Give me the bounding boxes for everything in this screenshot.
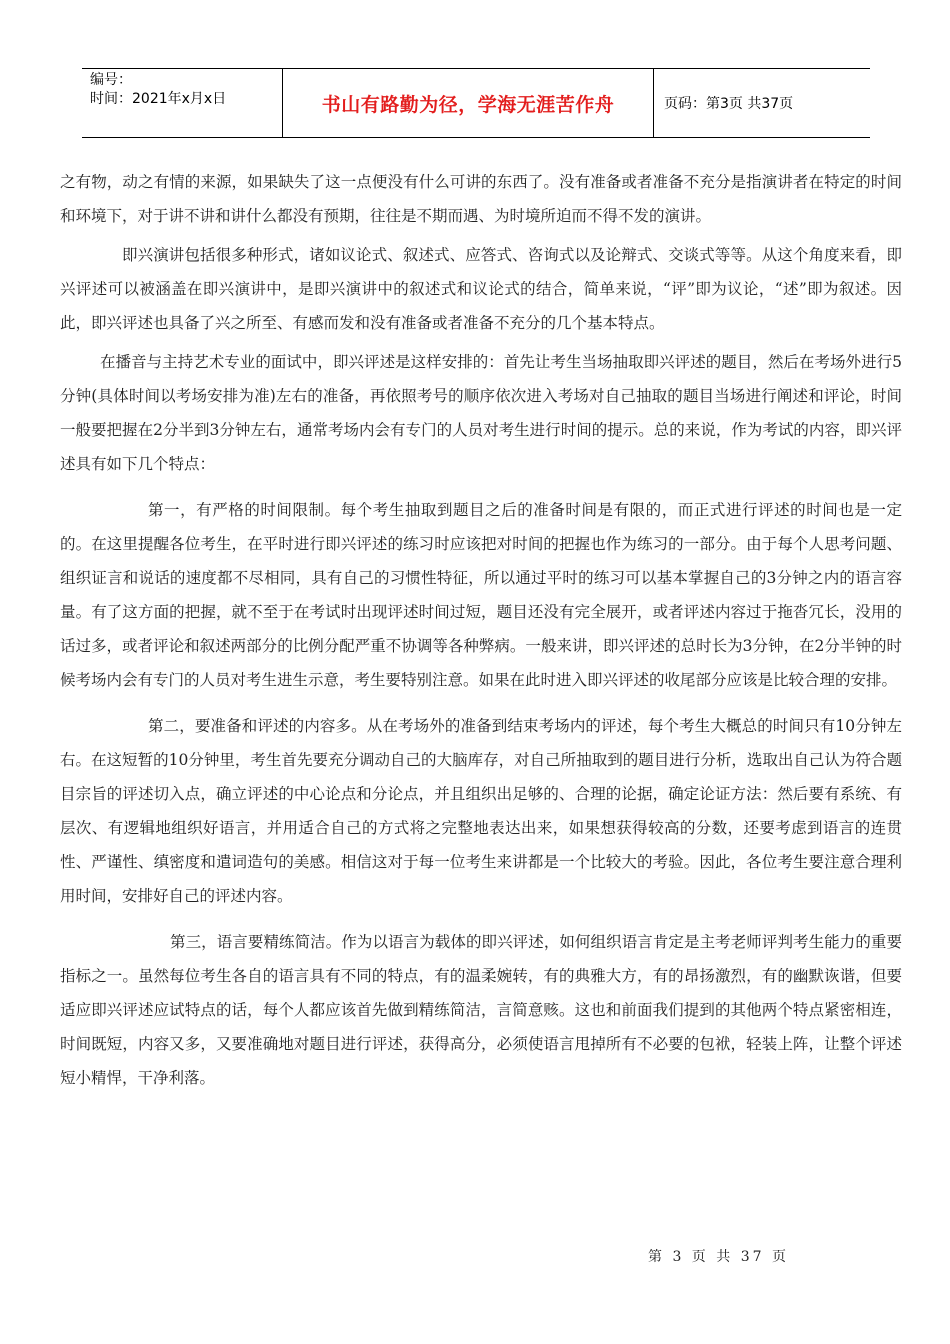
header-page-label: 页码：第3页 共37页 (664, 96, 794, 112)
header-motto: 书山有路勤为径，学海无涯苦作舟 (282, 69, 654, 137)
page-header (82, 68, 870, 138)
document-body (60, 165, 902, 1095)
paragraph: 第二，要准备和评述的内容多。从在考场外的准备到结束考场内的评述，每个考生大概总的时间只有10分钟左右。在这短暂的10分钟里，考生首先要充分调动自己的大脑库存，对自己所抽取到的题目进行分析，选取出自己认为符合题目宗旨的评述切入点，确立评述的中心论点和分论点，并且组织出足够的、合理的论据，确定论证方法：然后要有系统、有层次、有逻辑地组织好语言，并用适合自己的方式将之完整地表达出来，如果想获得较高的分数，还要考虑到语言的连贯性、严谨性、缜密度和遣词造句的美感。相信这对于每一位考生来讲都是一个比较大的考验。因此，各位考生要注意合理利用时间，安排好自己的评述内容。 (60, 717, 902, 905)
document-number-label: 编号： (90, 72, 132, 88)
paragraph: 之有物，动之有情的来源，如果缺失了这一点便没有什么可讲的东西了。没有准备或者准备不充分是指演讲者在特定的时间和环境下，对于讲不讲和讲什么都没有预期，往往是不期而遇、为时境所迫而不得不发的演讲。 (60, 173, 902, 225)
paragraph: 即兴演讲包括很多种形式，诸如议论式、叙述式、应答式、咨询式以及论辩式、交谈式等等。从这个角度来看，即兴评述可以被涵盖在即兴演讲中，是即兴演讲中的叙述式和议论式的结合，简单来说，“评”即为议论，“述”即为叙述。因此，即兴评述也具备了兴之所至、有感而发和没有准备或者准备不充分的几个基本特点。 (60, 246, 902, 332)
paragraph: 在播音与主持艺术专业的面试中，即兴评述是这样安排的：首先让考生当场抽取即兴评述的题目，然后在考场外进行5分钟(具体时间以考场安排为准)左右的准备，再依照考号的顺序依次进入考场对自己抽取的题目当场进行阐述和评论，时间一般要把握在2分半到3分钟左右，通常考场内会有专门的人员对考生进行时间的提示。总的来说，作为考试的内容，即兴评述具有如下几个特点： (60, 353, 902, 473)
paragraph: 第三，语言要精练简洁。作为以语言为载体的即兴评述，如何组织语言肯定是主考老师评判考生能力的重要指标之一。虽然每位考生各自的语言具有不同的特点，有的温柔婉转，有的典雅大方，有的昂扬激烈，有的幽默诙谐，但要适应即兴评述应试特点的话，每个人都应该首先做到精练简洁，言简意赅。这也和前面我们提到的其他两个特点紧密相连，时间既短，内容又多，又要准确地对题目进行评述，获得高分，必须使语言甩掉所有不必要的包袱，轻装上阵，让整个评述短小精悍，干净利落。 (60, 933, 902, 1087)
header-meta (82, 69, 282, 137)
document-date-label: 时间：2021年x月x日 (90, 91, 227, 107)
page-footer: 第 3 页 共 37 页 (648, 1249, 789, 1265)
paragraph: 第一，有严格的时间限制。每个考生抽取到题目之后的准备时间是有限的，而正式进行评述的时间也是一定的。在这里提醒各位考生，在平时进行即兴评述的练习时应该把对时间的把握也作为练习的一部分。由于每个人思考问题、组织证言和说话的速度都不尽相同，具有自己的习惯性特征，所以通过平时的练习可以基本掌握自己的3分钟之内的语言容量。有了这方面的把握，就不至于在考试时出现评述时间过短，题目还没有完全展开，或者评述内容过于拖沓冗长，没用的话过多，或者评论和叙述两部分的比例分配严重不协调等各种弊病。一般来讲，即兴评述的总时长为3分钟，在2分半钟的时候考场内会有专门的人员对考生进生示意，考生要特别注意。如果在此时进入即兴评述的收尾部分应该是比较合理的安排。 (60, 501, 902, 689)
